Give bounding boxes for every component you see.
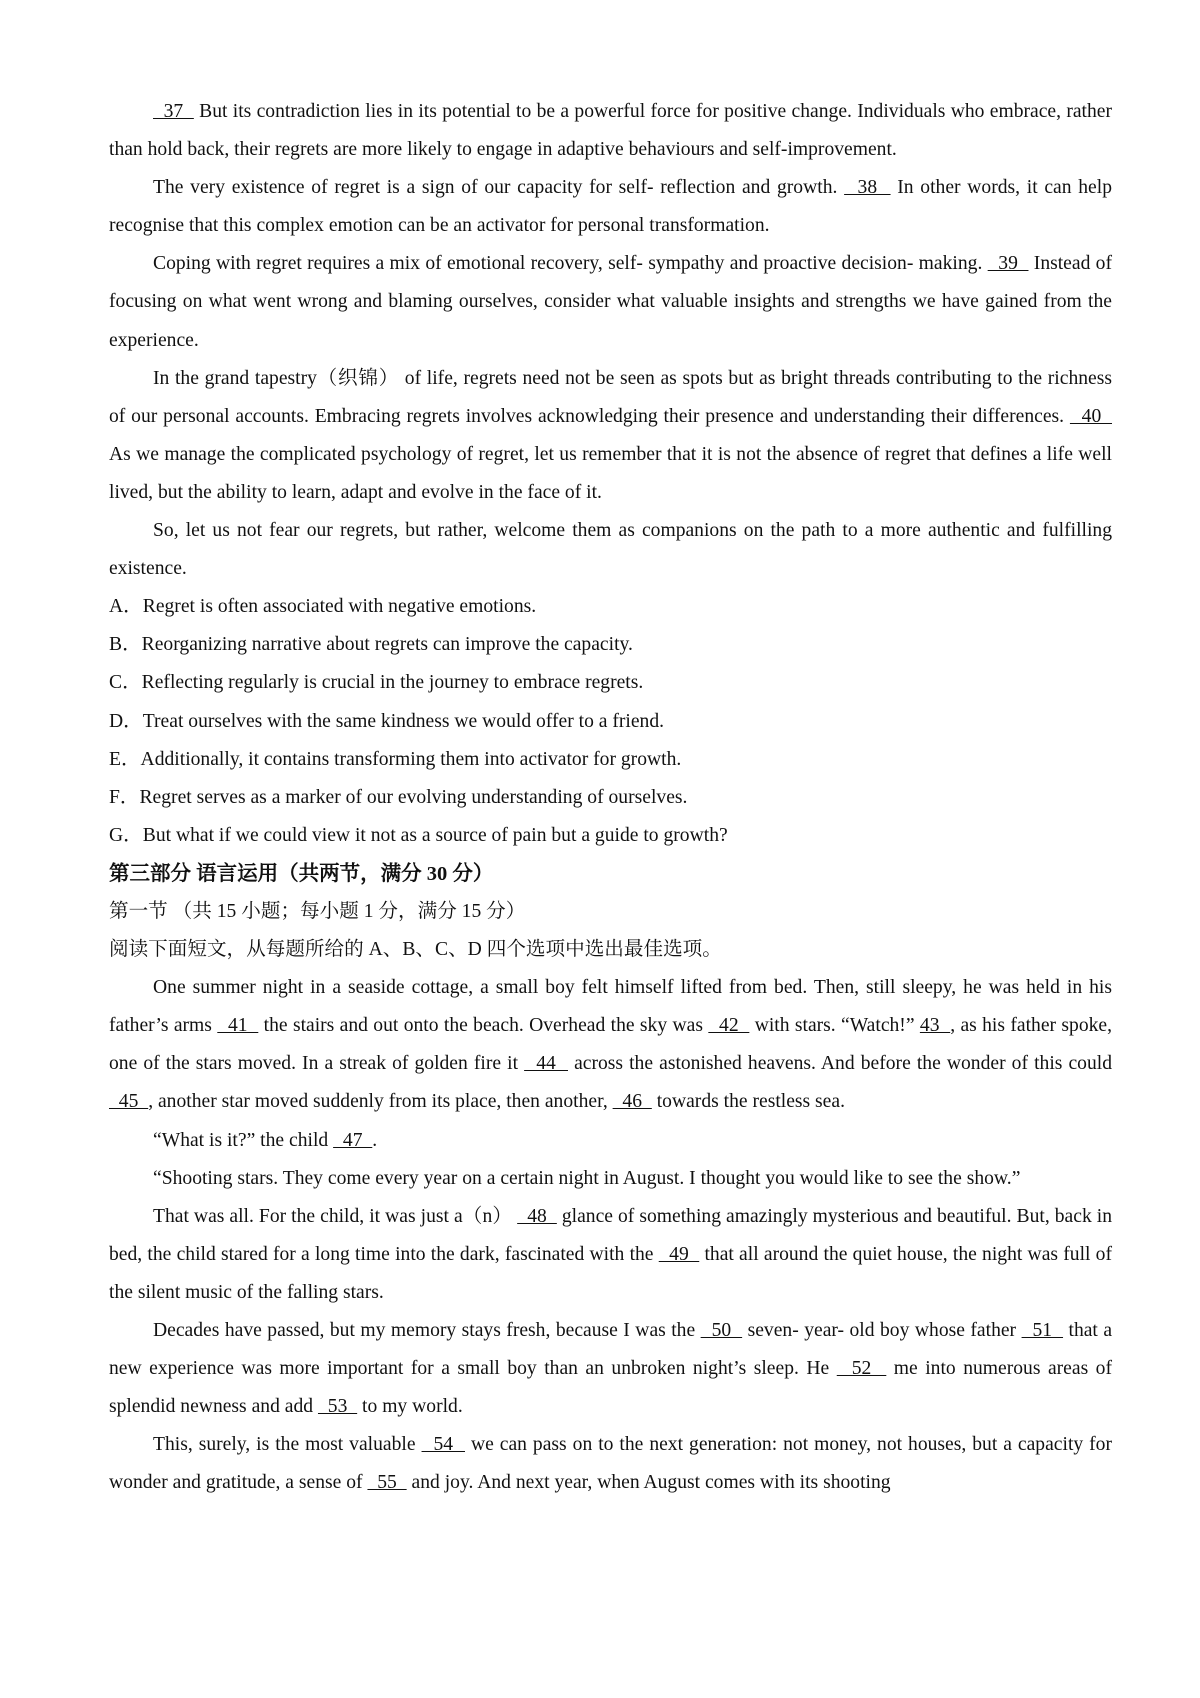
paragraph-text: That was all. For the child, it was just a（n） <box>153 1205 518 1227</box>
option-item: G．But what if we could view it not as a source of pain but a guide to growth? <box>109 824 728 846</box>
answer-blank: 49 <box>658 1243 700 1265</box>
paragraph-text: “Shooting stars. They come every year on a certain night in August. I thought you would like to see the show.” <box>153 1167 1021 1189</box>
paragraph <box>109 360 1112 512</box>
answer-blank: 37 <box>153 101 194 122</box>
option-item: D．Treat ourselves with the same kindness we would offer to a friend. <box>109 710 665 732</box>
paragraph-text: me into numerous areas of splendid newness and add <box>109 1358 1113 1418</box>
paragraph-text: seven- year- old boy whose father <box>742 1320 1022 1341</box>
answer-blank: 55 <box>367 1472 407 1494</box>
paragraph <box>109 1122 1112 1160</box>
answer-options-list <box>109 588 1112 855</box>
paragraph-text: to my world. <box>357 1396 463 1418</box>
paragraph-text: that all around the quiet house, the night was full of the silent music of the falling stars. <box>109 1243 1113 1303</box>
paragraph-text: Decades have passed, but my memory stays fresh, because I was the <box>153 1320 701 1341</box>
paragraph-text: the stairs and out onto the beach. Overhead the sky was <box>258 1015 709 1037</box>
paragraph-text: In the grand tapestry（织锦） of life, regrets need not be seen as spots but as bright threads contributing to the richness of our personal accounts. Embracing regrets involves acknowledging their presence and understanding their differences. <box>109 367 1112 427</box>
answer-blank: 52 <box>836 1358 887 1380</box>
option-item: B．Reorganizing narrative about regrets can improve the capacity. <box>109 634 633 656</box>
option-item: F．Regret serves as a marker of our evolving understanding of ourselves. <box>109 786 688 808</box>
paragraph-text: Instead of focusing on what went wrong and blaming ourselves, consider what valuable insights and strengths we have gained from the experience. <box>109 253 1113 351</box>
paragraph-text: . <box>372 1129 378 1151</box>
instruction-text: 阅读下面短文，从每题所给的 A、B、C、D 四个选项中选出最佳选项。 <box>109 939 722 961</box>
paragraph <box>109 969 1112 1121</box>
answer-blank: 51 <box>1021 1320 1064 1341</box>
answer-blank: 50 <box>700 1320 743 1341</box>
option-item: A．Regret is often associated with negative emotions. <box>109 596 537 618</box>
reading-passage <box>109 93 1112 588</box>
paragraph <box>109 93 1112 169</box>
paragraph-text: , as his father spoke, one of the stars moved. In a streak of golden fire it <box>109 1015 1113 1075</box>
paragraph <box>109 1160 1112 1198</box>
paragraph <box>109 169 1112 245</box>
answer-blank: 43 <box>919 1015 951 1037</box>
option-item: C．Reflecting regularly is crucial in the journey to embrace regrets. <box>109 672 644 694</box>
cloze-passage <box>109 969 1112 1502</box>
section-one-title: 第一节 （共 15 小题；每小题 1 分，满分 15 分） <box>109 900 526 922</box>
paragraph-text: As we manage the complicated psychology of regret, let us remember that it is not the absence of regret that defines a life well lived, but the ability to learn, adapt and evolve in the face of it. <box>109 443 1112 503</box>
paragraph-text: towards the restless sea. <box>651 1091 845 1113</box>
paragraph-text: One summer night in a seaside cottage, a small boy felt himself lifted from bed. Then, still sleepy, he was held in his father’s arms <box>109 977 1112 1037</box>
paragraph-text: The very existence of regret is a sign of our capacity for self- reflection and growth. <box>153 177 845 199</box>
paragraph <box>109 512 1112 588</box>
paragraph-text: Coping with regret requires a mix of emotional recovery, self- sympathy and proactive decision- making. <box>153 253 988 275</box>
answer-blank: 46 <box>612 1091 652 1113</box>
answer-blank: 40 <box>1069 405 1112 427</box>
paragraph <box>109 1198 1112 1312</box>
answer-blank: 39 <box>987 253 1029 275</box>
answer-blank: 45 <box>109 1091 149 1113</box>
answer-blank: 38 <box>844 177 891 199</box>
paragraph-text: “What is it?” the child <box>153 1129 334 1151</box>
answer-blank: 42 <box>708 1015 750 1037</box>
answer-blank: 47 <box>333 1129 373 1151</box>
answer-blank: 44 <box>524 1053 568 1075</box>
paragraph-text: But its contradiction lies in its potential to be a powerful force for positive change. Individuals who embrace, rather than hold back, their regrets are more likely to engage in adaptive behaviours and self-improvement. <box>109 101 1113 161</box>
paragraph-text: and joy. And next year, when August comes with its shooting <box>406 1472 891 1494</box>
paragraph <box>109 1312 1112 1426</box>
paragraph-text: This, surely, is the most valuable <box>153 1434 422 1456</box>
paragraph <box>109 245 1112 359</box>
paragraph-text: So, let us not fear our regrets, but rather, welcome them as companions on the path to a more authentic and fulfilling existence. <box>109 520 1112 580</box>
paragraph-text: , another star moved suddenly from its place, then another, <box>148 1091 613 1113</box>
paragraph-text: we can pass on to the next generation: not money, not houses, but a capacity for wonder and gratitude, a sense of <box>109 1434 1112 1494</box>
answer-blank: 41 <box>217 1015 259 1037</box>
paragraph-text: that a new experience was more important for a small boy than an unbroken night’s sleep. He <box>109 1320 1113 1380</box>
paragraph-text: with stars. “Watch!” <box>749 1015 920 1037</box>
paragraph <box>109 1426 1112 1502</box>
option-item: E．Additionally, it contains transforming them into activator for growth. <box>109 748 682 770</box>
part-three-title: 第三部分 语言运用（共两节，满分 30 分） <box>109 862 494 885</box>
paragraph-text: across the astonished heavens. And before the wonder of this could <box>568 1053 1112 1075</box>
paragraph-text: In other words, it can help recognise that this complex emotion can be an activator for personal transformation. <box>109 177 1112 237</box>
answer-blank: 54 <box>421 1434 465 1456</box>
paragraph-text: glance of something amazingly mysterious and beautiful. But, back in bed, the child stared for a long time into the dark, fascinated with the <box>109 1205 1113 1265</box>
answer-blank: 48 <box>517 1205 557 1227</box>
answer-blank: 53 <box>317 1396 358 1418</box>
